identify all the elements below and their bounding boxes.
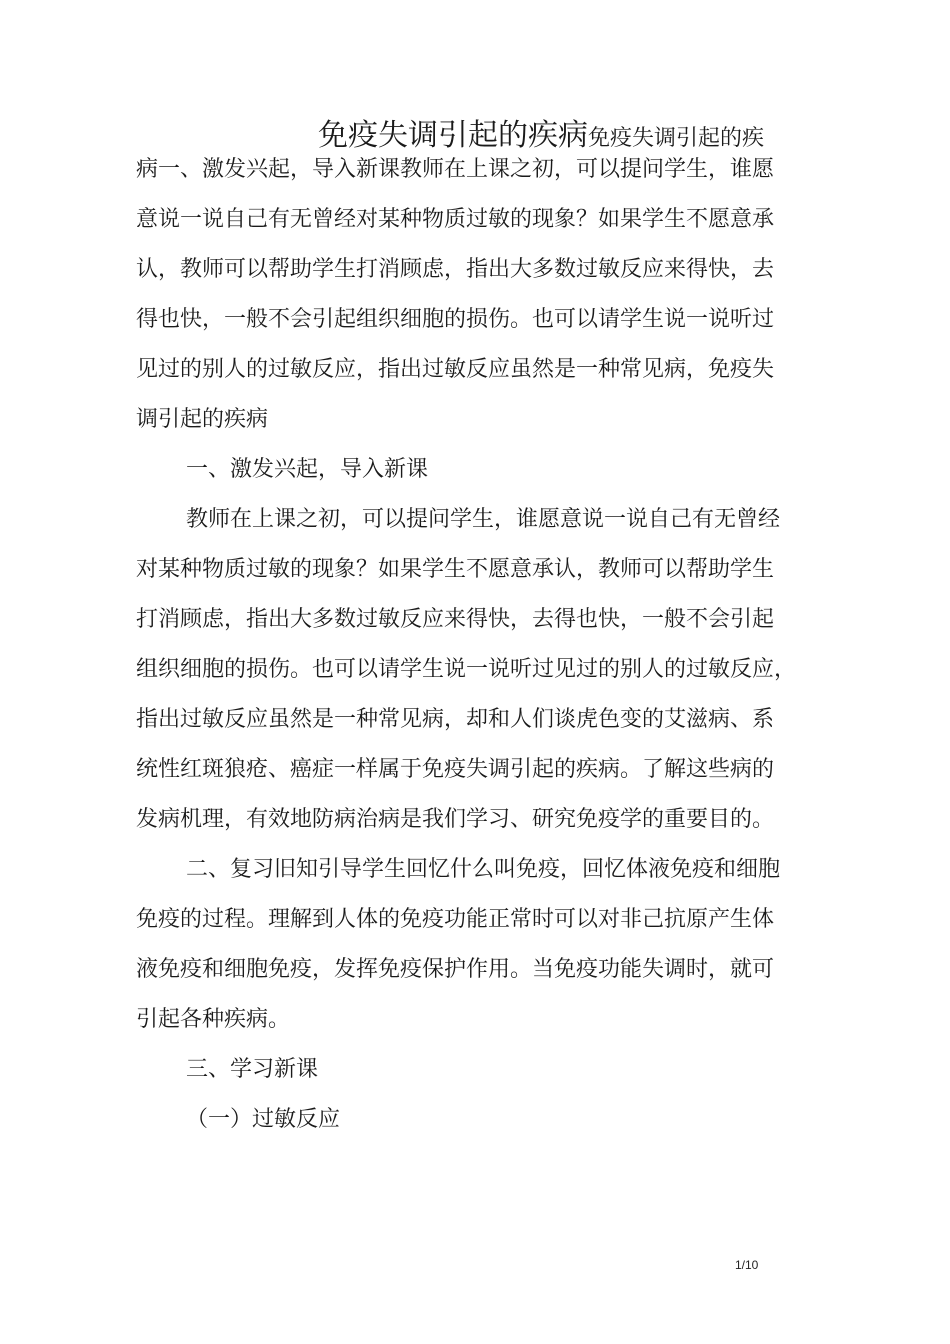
body-line: 见过的别人的过敏反应，指出过敏反应虽然是一种常见病，免疫失 (136, 357, 775, 382)
body-line: 调引起的疾病 (136, 407, 269, 432)
body-line: 组织细胞的损伤。也可以请学生说一说听过见过的别人的过敏反应， (136, 657, 797, 682)
body-line: 引起各种疾病。 (136, 1007, 291, 1032)
body-line: 发病机理，有效地防病治病是我们学习、研究免疫学的重要目的。 (136, 807, 775, 832)
body-line: 指出过敏反应虽然是一种常见病，却和人们谈虎色变的艾滋病、系 (136, 707, 775, 732)
document-title (318, 118, 764, 158)
page-number: 1/10 (735, 1258, 759, 1272)
title-continuation: 免疫失调引起的疾 (588, 126, 765, 151)
body-line: 对某种物质过敏的现象？如果学生不愿意承认，教师可以帮助学生 (136, 557, 775, 582)
body-line: 打消顾虑，指出大多数过敏反应来得快，去得也快，一般不会引起 (136, 607, 775, 632)
body-line: 病一、激发兴起，导入新课教师在上课之初，可以提问学生，谁愿 (136, 157, 775, 182)
body-line: 教师在上课之初，可以提问学生，谁愿意说一说自己有无曾经 (186, 507, 781, 532)
body-line: 认，教师可以帮助学生打消顾虑，指出大多数过敏反应来得快，去 (136, 257, 775, 282)
body-line: 意说一说自己有无曾经对某种物质过敏的现象？如果学生不愿意承 (136, 207, 775, 232)
subsection-heading: （一）过敏反应 (186, 1107, 341, 1132)
body-line: 得也快，一般不会引起组织细胞的损伤。也可以请学生说一说听过 (136, 307, 775, 332)
body-line: 液免疫和细胞免疫，发挥免疫保护作用。当免疫功能失调时，就可 (136, 957, 775, 982)
section-heading: 三、学习新课 (186, 1057, 319, 1082)
title-main: 免疫失调引起的疾病 (318, 118, 588, 153)
body-line: 免疫的过程。理解到人体的免疫功能正常时可以对非己抗原产生体 (136, 907, 775, 932)
section-heading: 一、激发兴起，导入新课 (186, 457, 429, 482)
body-line: 统性红斑狼疮、癌症一样属于免疫失调引起的疾病。了解这些病的 (136, 757, 775, 782)
section-heading: 二、复习旧知引导学生回忆什么叫免疫，回忆体液免疫和细胞 (186, 857, 781, 882)
